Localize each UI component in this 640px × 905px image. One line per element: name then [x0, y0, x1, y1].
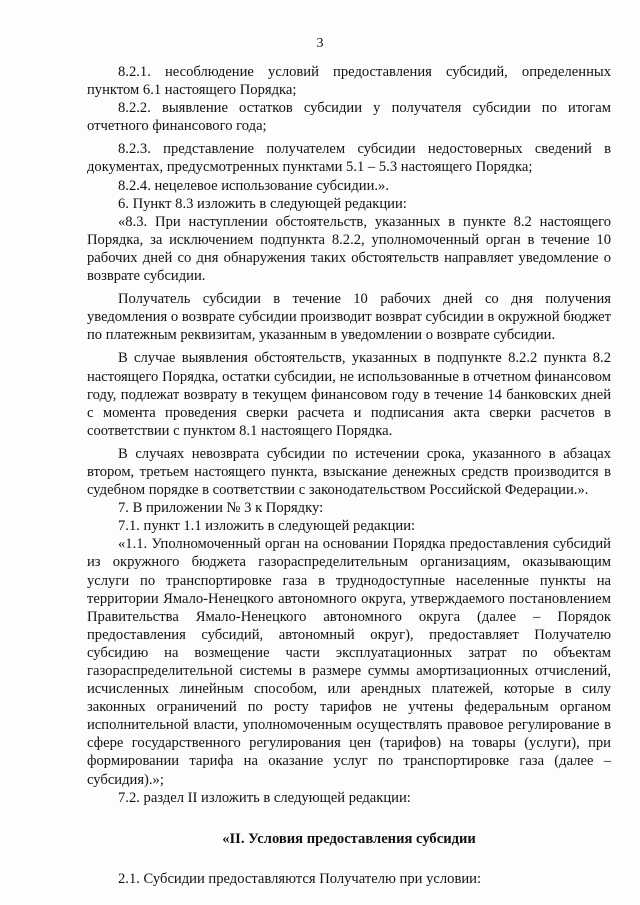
paragraph-8-2-1: 8.2.1. несоблюдение условий предоставления субсидий, определенных пунктом 6.1 настоящего Порядка; [87, 64, 611, 99]
paragraph-8-2-3: 8.2.3. представление получателем субсидии недостоверных сведений в документах, предусмотренных пунктами 5.1 – 5.3 настоящего Порядка; [87, 141, 611, 176]
paragraph-8-2-4: 8.2.4. нецелевое использование субсидии.». [118, 177, 389, 194]
paragraph-remaining-subsidy: В случае выявления обстоятельств, указанных в подпункте 8.2.2 пункта 8.2 настоящего Порядка, остатки субсидии, не использованные в отчетном финансовом году, подлежат возврату в текущем финансовом году в течение 14 банковских дней с момента проведения сверки расчета и подписания акта сверки расчетов в соответствии с пунктом 8.1 настоящего Порядка. [87, 350, 611, 439]
paragraph-item-7: 7. В приложении № 3 к Порядку: [118, 500, 324, 517]
paragraph-item-7-2: 7.2. раздел II изложить в следующей редакции: [118, 789, 411, 806]
paragraph-2-1: 2.1. Субсидии предоставляются Получателю при условии: [118, 870, 482, 887]
page-number: 3 [316, 36, 324, 51]
paragraph-non-return: В случаях невозврата субсидии по истечении срока, указанного в абзацах втором, третьем настоящего пункта, взыскание денежных средств производится в судебном порядке в соответствии с законодательством Российской Федерации.». [87, 445, 611, 499]
section-heading: «II. Условия предоставления субсидии [222, 830, 476, 847]
paragraph-1-1: «1.1. Уполномоченный орган на основании Порядка предоставления субсидий из окружного бюджета газораспределительным организациям, оказывающим услуги по транспортировке газа в труднодоступные населенные пункты на территории Ямало-Ненецкого автономного округа, утверждаемого постановлением Правительства Ямало-Ненецкого автономного округа (далее – Порядок предоставления субсидий, автономный округ), предоставляет Получателю субсидию на возмещение части эксплуатационных затрат по объектам газораспределительной системы в размере суммы амортизационных отчислений, исчисленных линейным способом, или арендных платежей, которые в силу законных ограничений по росту тарифов не учтены федеральным органом исполнительной власти, уполномоченным осуществлять правовое регулирование в сфере государственного регулирования цен (тарифов) на товары (услуги), при формировании тарифа на оказание услуг по транспортировке газа (далее – субсидия).»; [87, 536, 611, 788]
paragraph-item-6: 6. Пункт 8.3 изложить в следующей редакции: [118, 195, 407, 212]
paragraph-8-3: «8.3. При наступлении обстоятельств, указанных в пункте 8.2 настоящего Порядка, за исключением подпункта 8.2.2, уполномоченный орган в течение 10 рабочих дней со дня обнаружения таких обстоятельств направляет уведомление о возврате субсидии. [87, 213, 611, 285]
document-body [87, 63, 611, 888]
paragraph-item-7-1: 7.1. пункт 1.1 изложить в следующей редакции: [118, 518, 416, 535]
paragraph-recipient-return: Получатель субсидии в течение 10 рабочих дней со дня получения уведомления о возврате субсидии производит возврат субсидии в окружной бюджет по платежным реквизитам, указанным в уведомлении о возврате субсидии. [87, 291, 611, 344]
paragraph-8-2-2: 8.2.2. выявление остатков субсидии у получателя субсидии по итогам отчетного финансового года; [87, 100, 611, 135]
